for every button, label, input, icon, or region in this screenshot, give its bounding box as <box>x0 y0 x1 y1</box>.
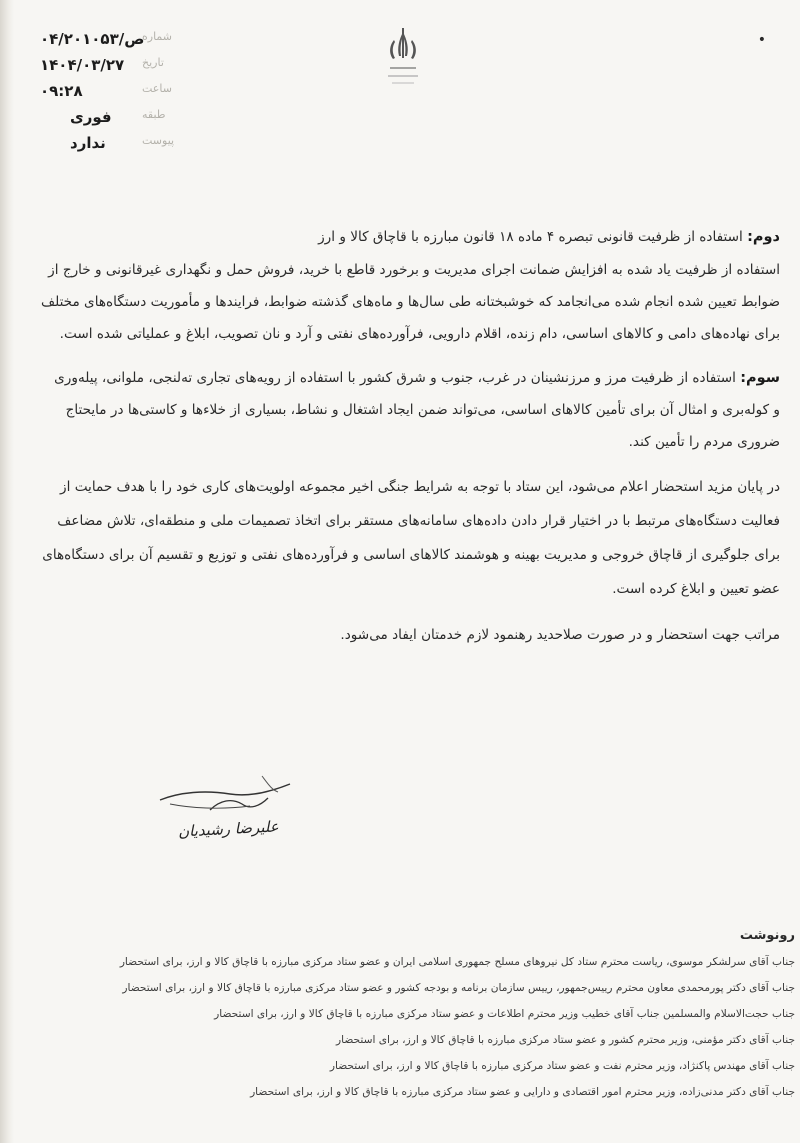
cc-item: جناب حجت‌الاسلام والمسلمین جناب آقای خطیب وزیر محترم اطلاعات و عضو ستاد مرکزی مبارزه با قاچاق کالا و ارز، برای استحضار <box>214 1008 795 1020</box>
cc-title: رونوشت <box>739 928 795 943</box>
meta-label-date: تاریخ <box>142 56 164 69</box>
para4-line: عضو تعیین و ابلاغ کرده است. <box>612 581 780 597</box>
para2-label: دوم: <box>747 229 780 245</box>
letter-attachment: ندارد <box>70 134 106 152</box>
letter-date: ۱۴۰۴/۰۳/۲۷ <box>40 56 125 74</box>
paragraph-second <box>28 220 780 350</box>
scan-edge-shadow <box>0 0 14 1143</box>
meta-number-row <box>30 30 180 56</box>
para2-line: برای نهاده‌های دامی و کالاهای اساسی، دام زنده، اقلام دارویی، فرآورده‌های نفتی و آرد و نان تصویب، ابلاغ و عملیاتی شده است. <box>59 326 780 342</box>
para2-line: استفاده از ظرفیت قانونی تبصره ۴ ماده ۱۸ قانون مبارزه با قاچاق کالا و ارز <box>318 229 743 245</box>
para2-line: ضوابط تعیین شده انجام شده می‌انجامد که خوشبختانه طی سال‌ها و ماه‌های گذشته ضوابط، فرایندها و مأموریت دستگاه‌های مختلف <box>41 294 780 310</box>
cc-item: جناب آقای دکتر مدنی‌زاده، وزیر محترم امور اقتصادی و دارایی و عضو ستاد مرکزی مبارزه با قاچاق کالا و ارز، برای استحضار <box>250 1086 795 1098</box>
cc-item: جناب آقای دکتر پورمحمدی معاون محترم رییس‌جمهور، رییس سازمان برنامه و بودجه کشور و عضو ستاد مرکزی مبارزه با قاچاق کالا و ارز، برای استحضار <box>122 982 795 994</box>
paragraph-third <box>28 362 780 458</box>
letter-time: ۰۹:۲۸ <box>40 82 83 100</box>
para3-heading-line <box>28 362 780 394</box>
closing-line: مراتب جهت استحضار و در صورت صلاحدید رهنمود لازم خدمتان ایفاد می‌شود. <box>340 627 780 643</box>
cc-item: جناب آقای دکتر مؤمنی، وزیر محترم کشور و عضو ستاد مرکزی مبارزه با قاچاق کالا و ارز، برای استحضار <box>336 1034 795 1046</box>
para3-line: ضروری مردم را تأمین کند. <box>628 434 780 450</box>
meta-label-number: شماره <box>142 30 173 43</box>
carbon-copy-list <box>80 928 795 1105</box>
signatory-name: علیرضا رشیدیان <box>177 817 280 841</box>
meta-label-priority: طبقه <box>142 108 166 121</box>
para3-label: سوم: <box>740 370 780 386</box>
cc-item: جناب آقای سرلشکر موسوی، ریاست محترم ستاد کل نیروهای مسلح جمهوری اسلامی ایران و عضو ستاد مرکزی مبارزه با قاچاق کالا و ارز، برای استحضار <box>119 956 795 968</box>
para4-line: فعالیت دستگاه‌های مرتبط با در اختیار قرار دادن داده‌های سامانه‌های مستقر برای اتخاذ تصمیمات ملی و منطقه‌ای، تلاش مضاعف <box>57 513 780 529</box>
iran-emblem-icon <box>380 26 426 88</box>
letter-number: ۰۴/۲۰۱۰۵۳/ص <box>40 30 145 48</box>
meta-label-time: ساعت <box>142 82 172 95</box>
meta-priority-row <box>30 108 180 134</box>
letter-meta <box>30 30 180 160</box>
para4-line: در پایان مزید استحضار اعلام می‌شود، این ستاد با توجه به شرایط جنگی اخیر مجموعه اولویت‌های کاری خود را با هدف حمایت از <box>60 479 780 495</box>
meta-label-attachment: پیوست <box>142 134 175 147</box>
letter-body <box>28 220 780 652</box>
para4-line: برای جلوگیری از قاچاق خروجی و مدیریت بهینه و هوشمند کالاهای اساسی و فرآورده‌های نفتی و توزیع و تقسیم آن برای دستگاه‌های <box>42 547 780 563</box>
para3-line: استفاده از ظرفیت مرز و مرزنشینان در غرب، جنوب و شرق کشور با استفاده از رویه‌های تجاری ته‌لنجی، ملوانی، پیله‌وری <box>54 370 736 386</box>
paragraph-conclusion <box>28 470 780 606</box>
cc-item: جناب آقای مهندس پاکنژاد، وزیر محترم نفت و عضو ستاد مرکزی مبارزه با قاچاق کالا و ارز، برای استحضار <box>329 1060 795 1072</box>
para3-line: و کوله‌بری و امثال آن برای تأمین کالاهای اساسی، می‌تواند ضمن ایجاد اشتغال و نشاط، بسیاری از خلاءها و کاستی‌ها در مایحتاج <box>65 402 780 418</box>
corner-mark: • <box>757 32 766 48</box>
meta-attachment-row <box>30 134 180 160</box>
meta-date-row <box>30 56 180 82</box>
para2-line: استفاده از ظرفیت یاد شده به افزایش ضمانت اجرای مدیریت و برخورد قاطع با خرید، فروش حمل و نگهداری غیرقانونی و خارج از <box>48 262 780 278</box>
meta-time-row <box>30 82 180 108</box>
letter-priority: فوری <box>70 108 112 126</box>
para2-heading-line <box>28 220 780 254</box>
